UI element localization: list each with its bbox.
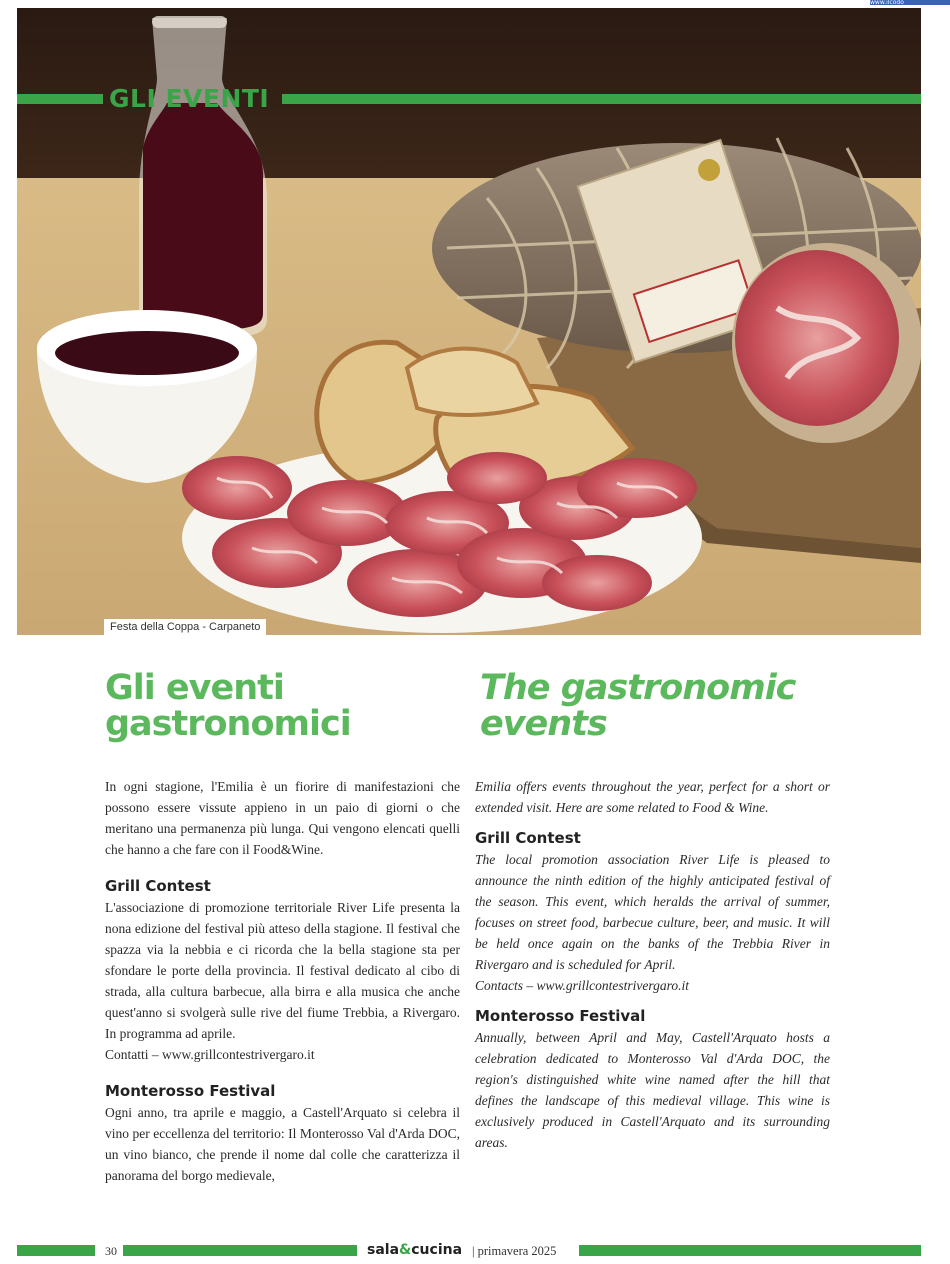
it-grill-contest-heading: Grill Contest (105, 877, 211, 895)
article-title-italian (105, 670, 445, 742)
it-grill-contest-body: L'associazione di promozione territoriale River Life presenta la nona edizione del festival più atteso della stagione. Il festival che spazza via la nebbia e ci ricorda che la bella stagione sta per sfondare le porte della provincia. Il festival dedicato al cibo di strada, alla cultura barbecue, alla birra e alla musica che anche quest'anno si svolgerà sulle rive del fiume Trebbia, a Rivergaro. In programma ad aprile. (105, 900, 460, 1041)
footer-rule-middle (123, 1245, 357, 1256)
page-number: 30 (105, 1244, 117, 1258)
banner-rule-left (17, 94, 103, 104)
brand-part2: cucina (411, 1242, 463, 1258)
section-label: GLI EVENTI (109, 84, 270, 113)
footer-rule-right (579, 1245, 921, 1256)
it-monterosso-body: Ogni anno, tra aprile e maggio, a Castell'Arquato si celebra il vino per eccellenza del territorio: Il Monterosso Val d'Arda DOC, un vino bianco, che prende il nome dal colle che caratterizza il panorama del borgo medievale, (105, 1105, 460, 1183)
title-en-line2: events (480, 704, 607, 744)
title-en-line1: The gastronomic (480, 668, 796, 708)
issue-label: | primavera 2025 (472, 1244, 557, 1258)
footer-rule-left (17, 1245, 95, 1256)
it-monterosso-heading: Monterosso Festival (105, 1082, 276, 1100)
article-title-english (480, 670, 840, 742)
en-monterosso-heading: Monterosso Festival (475, 1007, 646, 1025)
brand-ampersand: & (399, 1242, 412, 1258)
english-column (475, 776, 830, 1153)
en-grill-contest-contact[interactable]: Contacts – www.grillcontestrivergaro.it (475, 978, 690, 993)
banner-rule-right (282, 94, 921, 104)
photo-caption: Festa della Coppa - Carpaneto (104, 619, 266, 635)
en-monterosso-body: Annually, between April and May, Castell'Arquato hosts a celebration dedicated to Monterosso Val d'Arda DOC, the region's distinguished white wine named after the hill that defines the landscape of this medieval village. This wine is exclusively produced in Castell'Arquato and its surrounding areas. (475, 1030, 830, 1150)
it-grill-contest-contact[interactable]: Contatti – www.grillcontestrivergaro.it (105, 1047, 315, 1062)
magazine-brand (367, 1242, 462, 1258)
it-intro: In ogni stagione, l'Emilia è un fiorire di manifestazioni che possono essere vissute appieno in un paio di giorni o che meritano una permanenza più lunga. Qui vengono elencati quelli che hanno a che fare con il Food&Wine. (105, 779, 460, 857)
brand-part1: sala (367, 1242, 400, 1258)
en-intro: Emilia offers events throughout the year, perfect for a short or extended visit. Here are some related to Food & Wine. (475, 779, 830, 815)
en-grill-contest-heading: Grill Contest (475, 829, 581, 847)
title-it-line2: gastronomici (105, 704, 351, 744)
italian-column (105, 776, 460, 1186)
en-grill-contest-body: The local promotion association River Life is pleased to announce the ninth edition of the highly anticipated festival of the season. This event, which heralds the arrival of summer, focuses on street food, barbecue culture, beer, and music. It will be held once again on the banks of the Trebbia River in Rivergaro and is scheduled for April. (475, 852, 830, 972)
title-it-line1: Gli eventi (105, 668, 284, 708)
page-footer (17, 1244, 921, 1258)
website-tag[interactable]: www.ilcodo (870, 0, 950, 5)
section-banner (17, 86, 921, 112)
